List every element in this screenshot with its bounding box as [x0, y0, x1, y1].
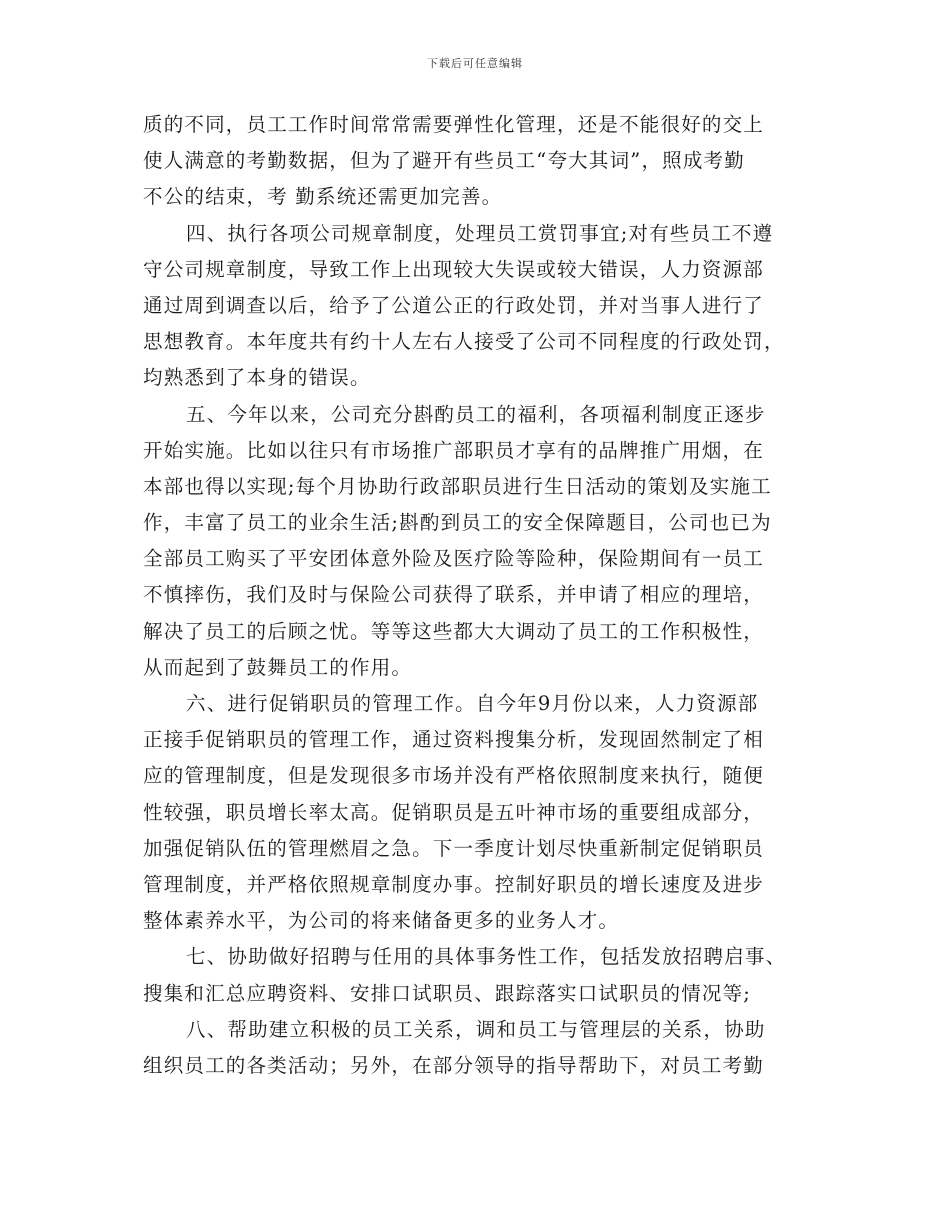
text-line: 思想教育。本年度共有约十人左右人接受了公司不同程度的行政处罚， [143, 330, 785, 354]
text-line: 质的不同，员工工作时间常常需要弹性化管理，还是不能很好的交上 [143, 113, 765, 136]
text-line: 解决了员工的后顾之忧。等等这些都大大调动了员工的工作积极性， [143, 619, 765, 643]
text-line: 不公的结束，考 勤系统还需更加完善。 [143, 185, 503, 209]
text-line: 六、进行促销职员的管理工作。自今年9月份以来，人力资源部 [186, 692, 759, 715]
paragraph [143, 1012, 815, 1084]
paragraph [143, 397, 815, 687]
text-line: 四、执行各项公司规章制度，处理员工赏罚事宜;对有些员工不遵 [186, 221, 774, 245]
paragraph [143, 686, 815, 939]
text-line: 通过周到调查以后，给予了公道公正的行政处罚，并对当事人进行了 [143, 293, 765, 317]
text-line: 从而起到了鼓舞员工的作用。 [143, 655, 413, 679]
text-line: 使人满意的考勤数据，但为了避开有些员工“夸大其词”，照成考勤 [143, 149, 745, 173]
text-line: 全部员工购买了平安团体意外险及医疗险等险种，保险期间有一员工 [143, 547, 765, 571]
text-line: 整体素养水平，为公司的将来储备更多的业务人才。 [143, 909, 620, 933]
text-line: 不慎摔伤，我们及时与保险公司获得了联系，并申请了相应的理培， [143, 583, 765, 607]
text-line: 管理制度，并严格依照规章制度办事。控制好职员的增长速度及进步 [143, 872, 765, 896]
paragraph [143, 939, 815, 1011]
text-line: 应的管理制度，但是发现很多市场并没有严格依照制度来执行，随便 [143, 764, 765, 788]
text-line: 性较强，职员增长率太高。促销职员是五叶神市场的重要组成部分， [143, 800, 765, 824]
paragraph [143, 107, 815, 216]
text-line: 加强促销队伍的管理燃眉之急。下一季度计划尽快重新制定促销职员 [143, 836, 765, 860]
text-line: 均熟悉到了本身的错误。 [143, 366, 371, 390]
text-line: 正接手促销职员的管理工作，通过资料搜集分析，发现固然制定了相 [143, 728, 765, 752]
paragraph [143, 216, 815, 397]
text-line: 五、今年以来，公司充分斟酌员工的福利，各项福利制度正逐步 [186, 402, 766, 426]
page-header: 下载后可任意编辑 [427, 57, 523, 70]
text-line: 守公司规章制度，导致工作上出现较大失误或较大错误，人力资源部 [143, 257, 765, 281]
text-line: 七、协助做好招聘与任用的具体事务性工作，包括发放招聘启事、 [186, 945, 787, 969]
text-line: 组织员工的各类活动；另外，在部分领导的指导帮助下，对员工考勤 [143, 1053, 765, 1077]
text-line: 搜集和汇总应聘资料、安排口试职员、跟踪落实口试职员的情况等; [143, 981, 752, 1005]
text-line: 作，丰富了员工的业余生活;斟酌到员工的安全保障题目，公司也已为 [143, 511, 772, 535]
text-line: 八、帮助建立积极的员工关系，调和员工与管理层的关系，协助 [186, 1017, 766, 1041]
document-body [143, 107, 815, 1084]
text-line: 本部也得以实现;每个月协助行政部职员进行生日活动的策划及实施工 [143, 474, 772, 498]
text-line: 开始实施。比如以往只有市场推广部职员才享有的品牌推广用烟，在 [143, 438, 765, 462]
